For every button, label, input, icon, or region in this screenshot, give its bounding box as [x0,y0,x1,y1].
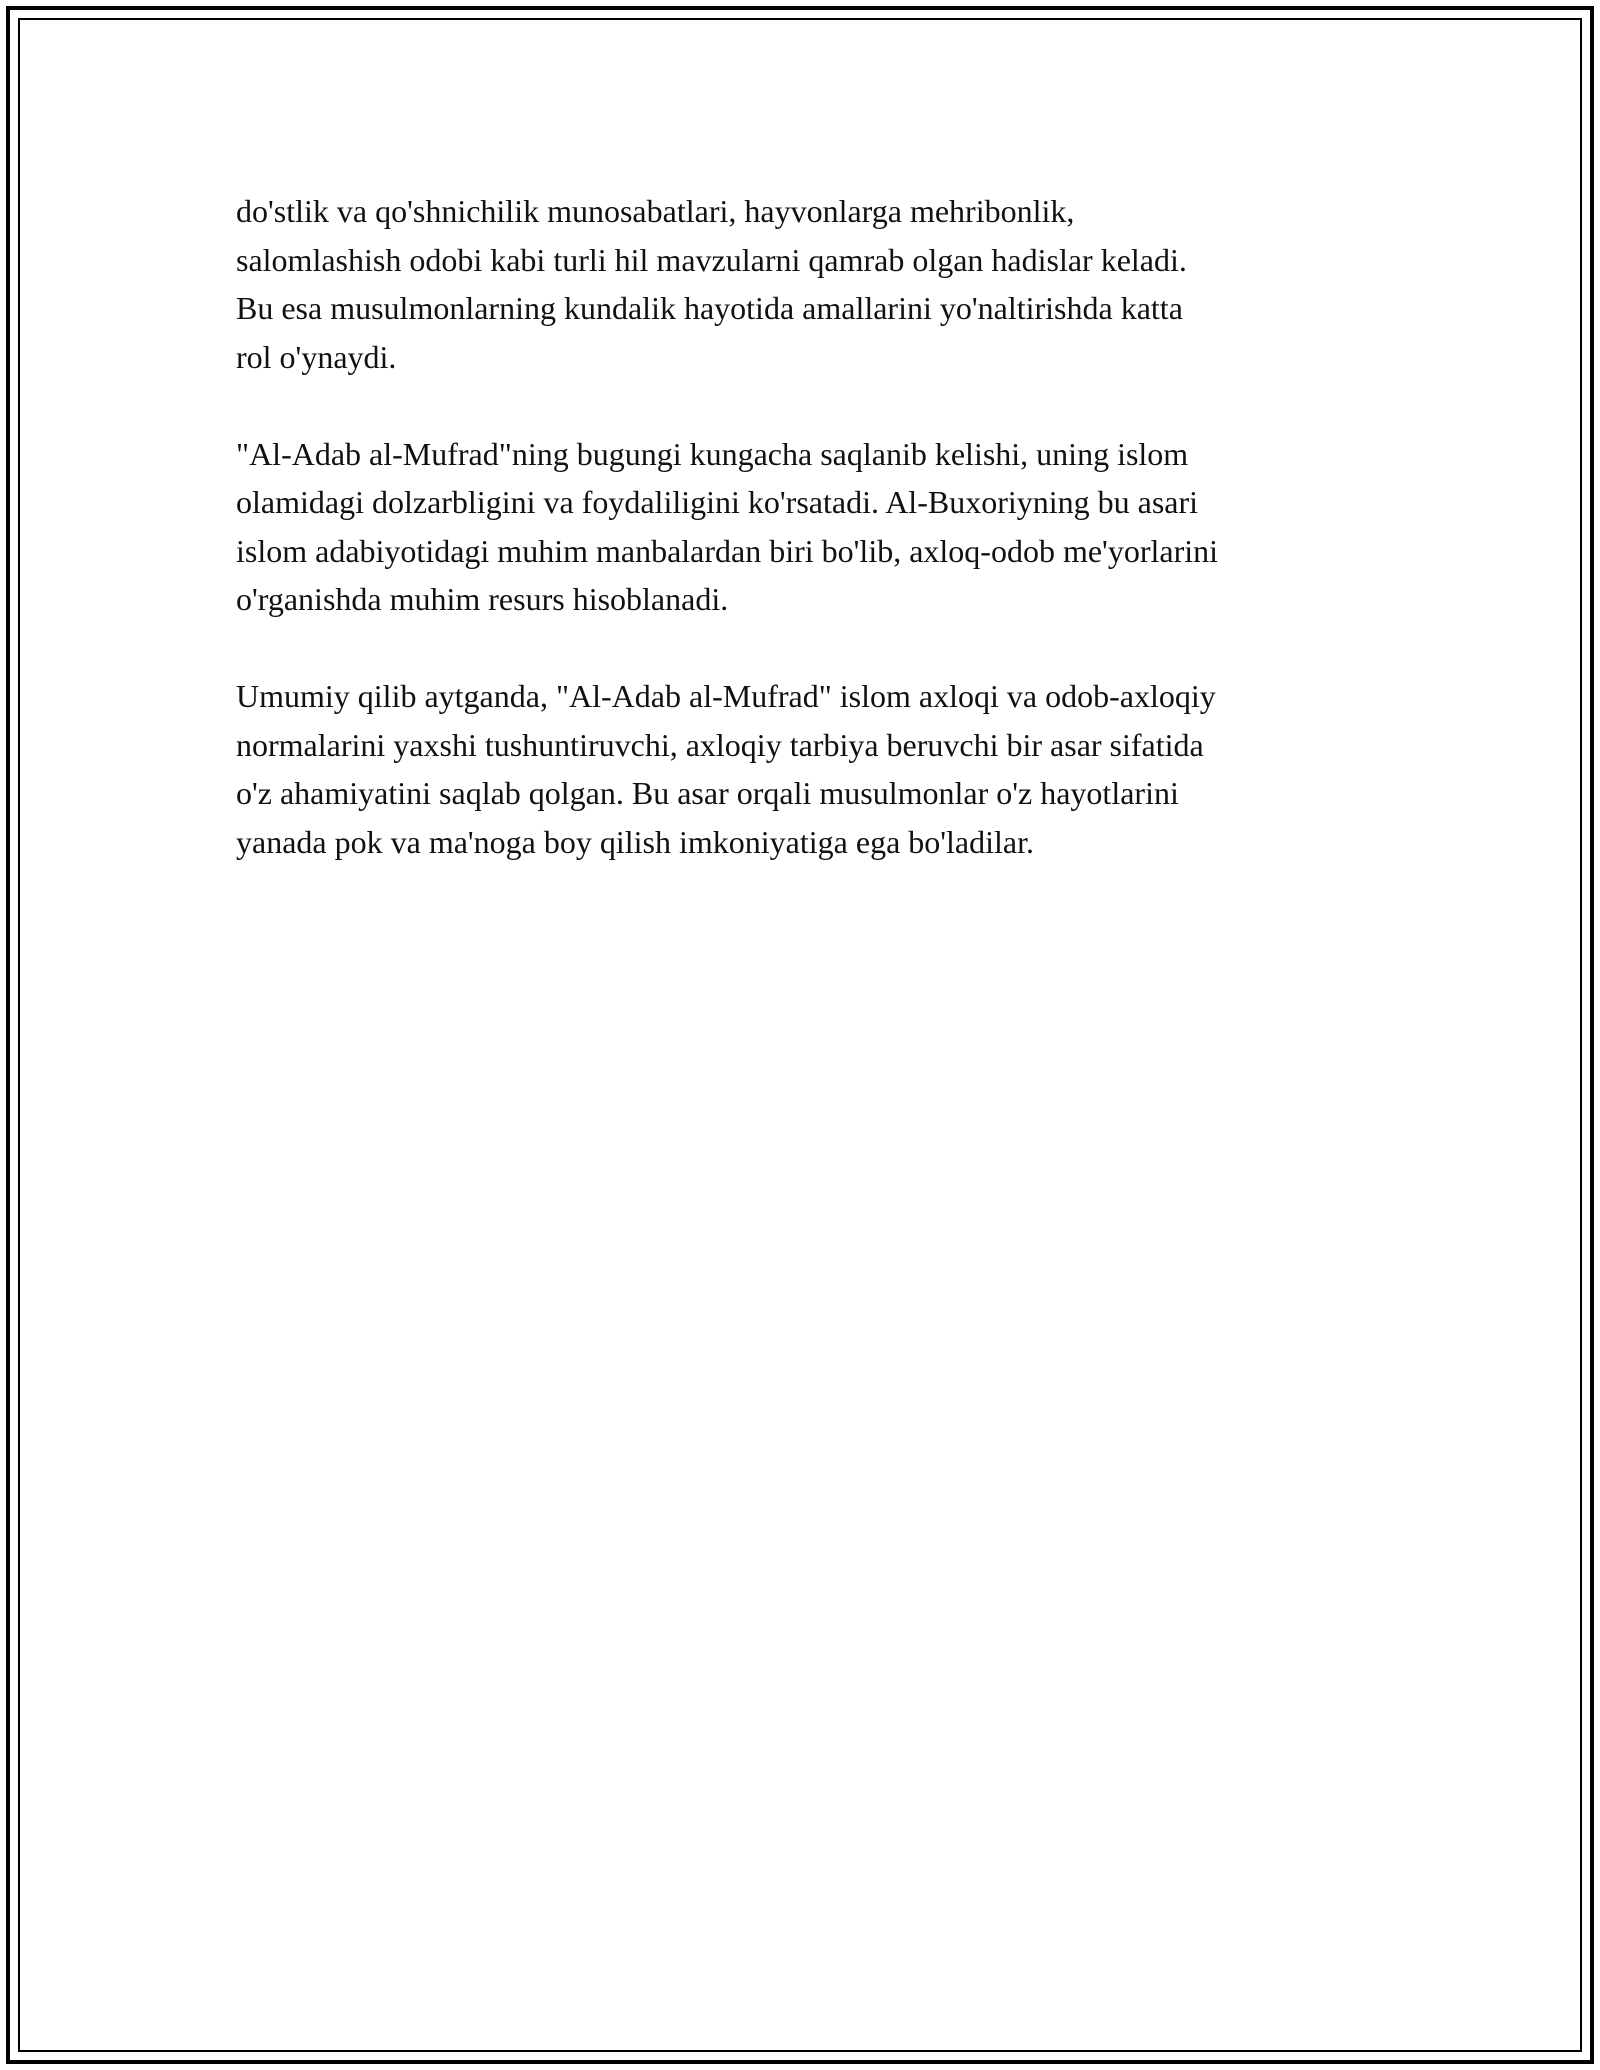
paragraph-2 [236,430,1376,624]
paragraph-3 [236,672,1376,866]
paragraph-line: o'rganishda muhim resurs hisoblanadi. [236,581,729,617]
paragraph-line: "Al-Adab al-Mufrad"ning bugungi kungacha saqlanib kelishi, uning islom [236,435,1189,472]
paragraph-line: islom adabiyotidagi muhim manbalardan biri bo'lib, axloq-odob me'yorlarini [236,532,1218,569]
paragraph-1 [236,187,1376,381]
paragraph-line: normalarini yaxshi tushuntiruvchi, axloqiy tarbiya beruvchi bir asar sifatida [236,726,1204,763]
paragraph-line: Umumiy qilib aytganda, "Al-Adab al-Mufrad" islom axloqi va odob-axloqiy [236,678,1216,714]
paragraph-line: o'z ahamiyatini saqlab qolgan. Bu asar orqali musulmonlar o'z hayotlarini [236,775,1179,811]
paragraph-line: salomlashish odobi kabi turli hil mavzularni qamrab olgan hadislar keladi. [236,241,1187,278]
paragraph-line: yanada pok va ma'noga boy qilish imkoniyatiga ega bo'ladilar. [236,823,1034,860]
paragraph-line: olamidagi dolzarbligini va foydaliligini ko'rsatadi. Al-Buxoriyning bu asari [236,484,1199,520]
document-body [236,187,1376,915]
paragraph-line: rol o'ynaydi. [236,338,397,375]
paragraph-line: Bu esa musulmonlarning kundalik hayotida amallarini yo'naltirishda katta [236,290,1183,326]
paragraph-line: do'stlik va qo'shnichilik munosabatlari, hayvonlarga mehribonlik, [236,193,1075,229]
